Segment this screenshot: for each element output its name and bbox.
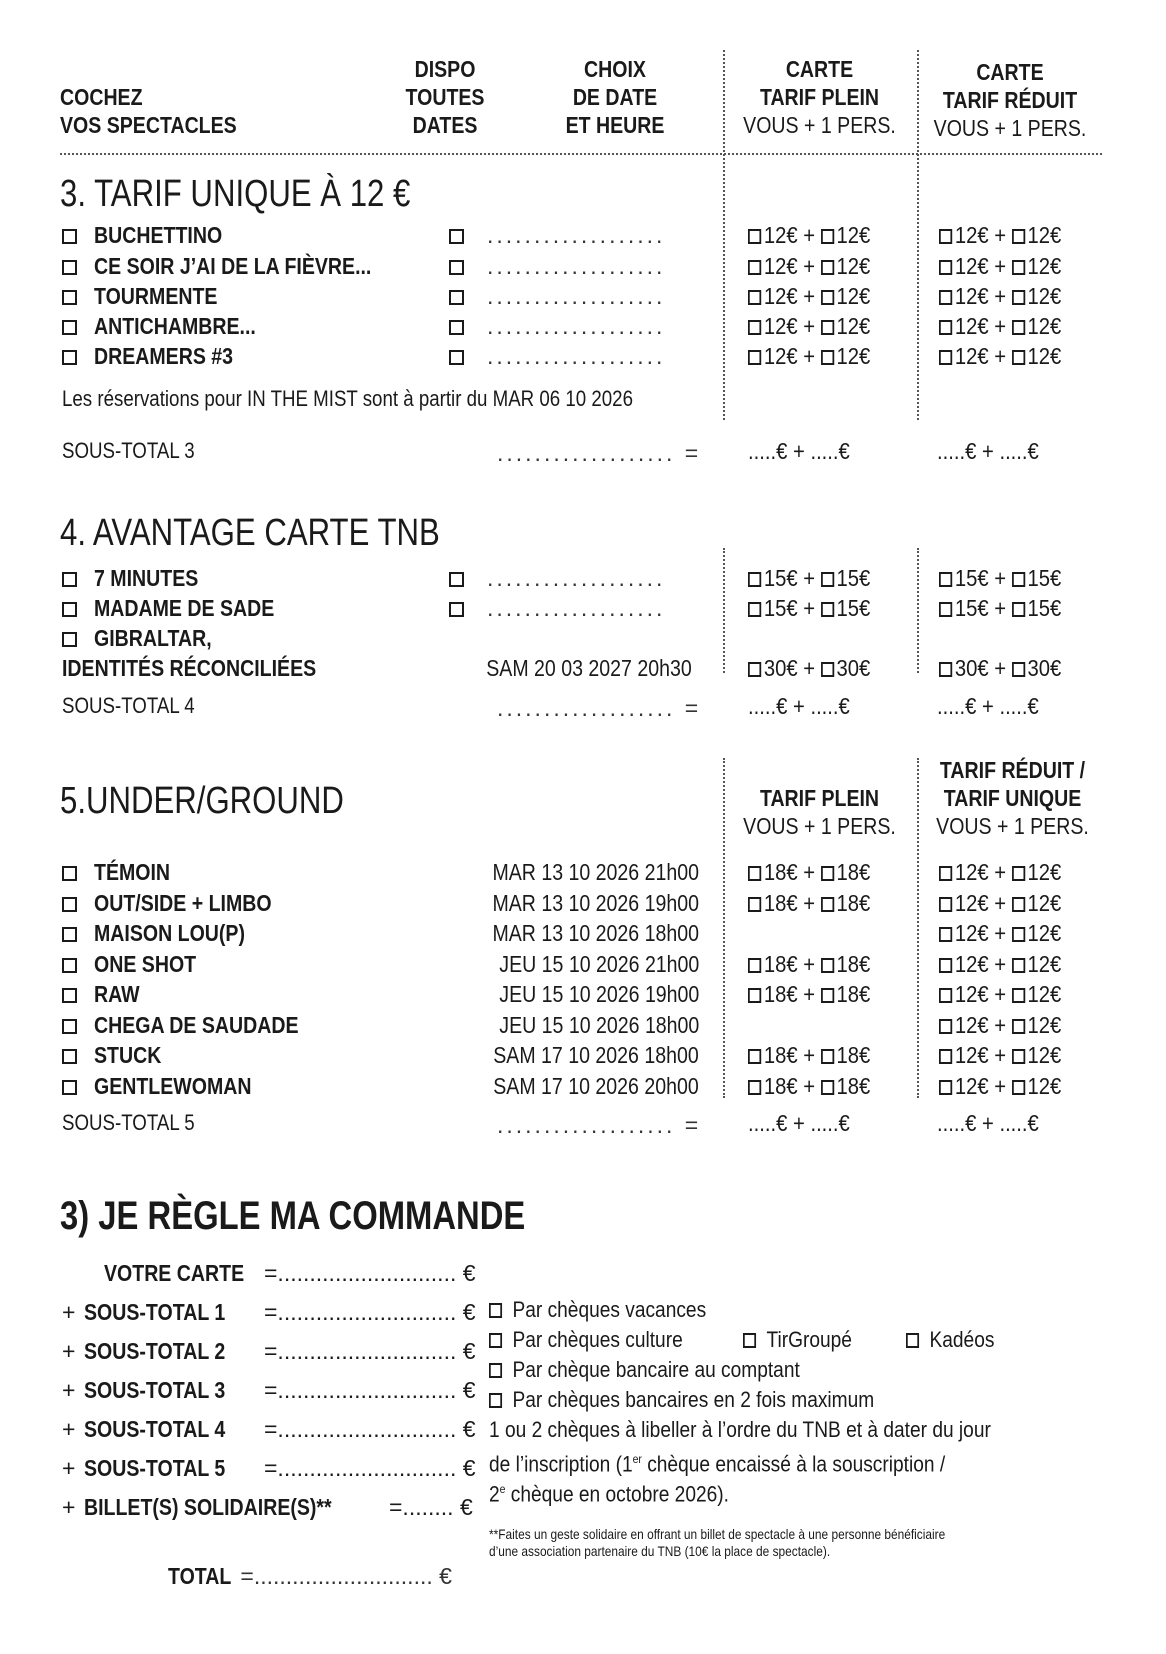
full-price-options[interactable]: 18€ + 18€ [748, 888, 870, 918]
col-divider [917, 50, 919, 420]
plus-sign: + [62, 1299, 76, 1325]
show-checkbox[interactable] [62, 623, 89, 653]
reduced-price-options[interactable]: 12€ + 12€ [939, 1040, 1061, 1070]
reduced-price-options[interactable]: 12€ + 12€ [939, 857, 1061, 887]
show-checkbox[interactable] [62, 281, 89, 311]
subtotal-label: SOUS-TOTAL 4 [62, 693, 195, 718]
show-date: MAR 13 10 2026 19h00 [492, 889, 699, 916]
total-field[interactable]: =............................ € [264, 1455, 476, 1481]
reduced-price-options[interactable]: 12€ + 12€ [939, 918, 1061, 948]
section5-col-reduced-price: TARIF RÉDUIT / TARIF UNIQUE VOUS + 1 PERS. [936, 757, 1089, 839]
show-checkbox[interactable] [62, 918, 89, 948]
reduced-price-options[interactable]: 15€ + 15€ [939, 563, 1061, 593]
all-dates-checkbox[interactable] [449, 281, 476, 311]
plus-sign: + [62, 1377, 76, 1403]
full-price-options[interactable]: 15€ + 15€ [748, 593, 870, 623]
total-label: SOUS-TOTAL 3 [84, 1377, 226, 1403]
show-name: MADAME DE SADE [94, 595, 275, 621]
section-title: 5.UNDER/GROUND [60, 780, 344, 822]
section-title: 4. AVANTAGE CARTE TNB [60, 512, 440, 554]
show-checkbox[interactable] [62, 888, 89, 918]
show-name: ANTICHAMBRE... [94, 313, 256, 339]
subtotal-dots[interactable]: ................... = [497, 440, 702, 466]
header-divider [60, 153, 1102, 155]
col-divider [917, 548, 919, 673]
all-dates-checkbox[interactable] [449, 563, 476, 593]
show-checkbox[interactable] [62, 220, 89, 250]
date-choice-field[interactable]: ................... [487, 343, 666, 369]
checkbox-icon[interactable] [743, 1333, 756, 1348]
full-price-options[interactable]: 18€ + 18€ [748, 949, 870, 979]
total-field[interactable]: =............................ € [264, 1260, 476, 1286]
show-date: MAR 13 10 2026 18h00 [492, 920, 699, 946]
total-row [62, 1299, 476, 1326]
show-checkbox[interactable] [62, 857, 89, 887]
payment-title: 3) JE RÈGLE MA COMMANDE [60, 1194, 526, 1238]
cheque-note-line-3: 2e chèque en octobre 2026). [489, 1481, 729, 1507]
total-row [62, 1455, 476, 1482]
subtotal-dots[interactable]: ................... = [497, 695, 702, 721]
all-dates-checkbox[interactable] [449, 311, 476, 341]
header-col-full-price: CARTE TARIF PLEIN VOUS + 1 PERS. [743, 56, 896, 138]
pay-tirgroupe[interactable]: TirGroupé [743, 1325, 852, 1354]
all-dates-checkbox[interactable] [449, 341, 476, 371]
subtotal-full[interactable]: .....€ + .....€ [748, 693, 850, 719]
full-price-options[interactable]: 18€ + 18€ [748, 1071, 870, 1101]
date-choice-field[interactable]: ................... [487, 222, 666, 248]
subtotal-full[interactable]: .....€ + .....€ [748, 1110, 850, 1136]
all-dates-checkbox[interactable] [449, 593, 476, 623]
show-name: STUCK [94, 1042, 162, 1068]
total-field[interactable]: =............................ € [264, 1416, 476, 1442]
section-title: 3. TARIF UNIQUE À 12 € [60, 173, 411, 215]
reduced-price-options[interactable]: 12€ + 12€ [939, 311, 1061, 341]
total-row [62, 1338, 476, 1365]
total-row [62, 1494, 473, 1521]
show-name: GIBRALTAR, [94, 625, 212, 651]
show-checkbox[interactable] [62, 251, 89, 281]
show-checkbox[interactable] [62, 341, 89, 371]
full-price-options[interactable]: 18€ + 18€ [748, 1040, 870, 1070]
total-label: SOUS-TOTAL 4 [84, 1416, 226, 1442]
header-col-all-dates: DISPO TOUTES DATES [405, 56, 485, 138]
reduced-price-options[interactable]: 12€ + 12€ [939, 220, 1061, 250]
reduced-price-options[interactable]: 30€ + 30€ [939, 653, 1061, 683]
full-price-options[interactable]: 30€ + 30€ [748, 653, 870, 683]
grand-total-label: TOTAL [168, 1563, 232, 1589]
show-name: IDENTITÉS RÉCONCILIÉES [62, 655, 317, 681]
checkbox-icon[interactable] [489, 1303, 502, 1318]
plus-sign: + [62, 1338, 76, 1364]
subtotal-label: SOUS-TOTAL 3 [62, 438, 195, 463]
total-row [62, 1416, 476, 1443]
plus-sign: + [62, 1416, 76, 1442]
show-date: SAM 17 10 2026 20h00 [493, 1072, 699, 1099]
total-field[interactable]: =............................ € [264, 1299, 476, 1325]
subtotal-reduced[interactable]: .....€ + .....€ [937, 1110, 1039, 1136]
cheque-note-line-1: 1 ou 2 chèques à libeller à l’ordre du TNB et à dater du jour [489, 1417, 991, 1442]
date-choice-field[interactable]: ................... [487, 253, 666, 279]
show-date: SAM 20 03 2027 20h30 [486, 655, 692, 681]
show-checkbox[interactable] [62, 563, 89, 593]
pay-deux-fois[interactable]: Par chèques bancaires en 2 fois maximum [489, 1385, 874, 1414]
show-name: ONE SHOT [94, 950, 197, 977]
reduced-price-options[interactable]: 12€ + 12€ [939, 979, 1061, 1009]
show-checkbox[interactable] [62, 1071, 89, 1101]
show-name: TÉMOIN [94, 859, 171, 885]
total-row [62, 1260, 476, 1287]
total-row [62, 1377, 476, 1404]
show-checkbox[interactable] [62, 1010, 89, 1040]
total-label: SOUS-TOTAL 2 [84, 1338, 226, 1364]
checkbox-icon[interactable] [489, 1333, 502, 1348]
all-dates-checkbox[interactable] [449, 220, 476, 250]
total-label: VOTRE CARTE [104, 1260, 245, 1286]
show-date: MAR 13 10 2026 21h00 [492, 859, 699, 885]
total-field[interactable]: =........ € [389, 1494, 473, 1520]
date-choice-field[interactable]: ................... [487, 283, 666, 309]
reduced-price-options[interactable]: 12€ + 12€ [939, 341, 1061, 371]
subtotal-dots[interactable]: ................... = [497, 1112, 702, 1138]
pay-culture[interactable]: Par chèques culture [489, 1325, 683, 1354]
reduced-price-options[interactable]: 12€ + 12€ [939, 281, 1061, 311]
show-date: JEU 15 10 2026 18h00 [498, 1011, 699, 1038]
cheque-note-line-2: de l’inscription (1er chèque encaissé à la souscription / [489, 1451, 946, 1477]
show-date: JEU 15 10 2026 21h00 [498, 950, 699, 977]
reduced-price-options[interactable]: 12€ + 12€ [939, 1010, 1061, 1040]
show-name: DREAMERS #3 [94, 343, 234, 369]
reduced-price-options[interactable]: 15€ + 15€ [939, 593, 1061, 623]
pay-comptant[interactable]: Par chèque bancaire au comptant [489, 1355, 800, 1384]
reduced-price-options[interactable]: 12€ + 12€ [939, 949, 1061, 979]
reservation-note: Les réservations pour IN THE MIST sont à partir du MAR 06 10 2026 [62, 386, 633, 411]
show-name: GENTLEWOMAN [94, 1072, 252, 1099]
footnote-line-2: d’une association partenaire du TNB (10€ la place de spectacle). [489, 1543, 831, 1559]
show-name: CE SOIR J’AI DE LA FIÈVRE... [94, 253, 372, 279]
show-checkbox[interactable] [62, 1040, 89, 1070]
checkbox-icon[interactable] [489, 1393, 502, 1408]
show-name: BUCHETTINO [94, 222, 223, 248]
show-name: TOURMENTE [94, 283, 218, 309]
pay-vacances[interactable]: Par chèques vacances [489, 1295, 706, 1324]
full-price-options[interactable]: 18€ + 18€ [748, 857, 870, 887]
subtotal-label: SOUS-TOTAL 5 [62, 1110, 195, 1135]
plus-sign: + [62, 1455, 76, 1481]
col-divider [723, 758, 725, 1098]
checkbox-icon[interactable] [906, 1333, 919, 1348]
full-price-options[interactable]: 12€ + 12€ [748, 251, 870, 281]
subtotal-reduced[interactable]: .....€ + .....€ [937, 438, 1039, 464]
total-field[interactable]: =............................ € [264, 1377, 476, 1403]
section5-col-full-price: TARIF PLEIN VOUS + 1 PERS. [743, 785, 896, 839]
col-divider [723, 548, 725, 673]
plus-sign: + [62, 1494, 76, 1520]
show-checkbox[interactable] [62, 949, 89, 979]
col-divider [723, 50, 725, 420]
show-name: MAISON LOU(P) [94, 920, 245, 946]
show-date: SAM 17 10 2026 18h00 [493, 1042, 699, 1068]
header-col-shows: COCHEZ VOS SPECTACLES [60, 84, 237, 138]
show-checkbox[interactable] [62, 593, 89, 623]
date-choice-field[interactable]: ................... [487, 595, 666, 621]
date-choice-field[interactable]: ................... [487, 565, 666, 591]
all-dates-checkbox[interactable] [449, 251, 476, 281]
grand-total-row [168, 1563, 452, 1590]
checkbox-icon[interactable] [489, 1363, 502, 1378]
total-label: SOUS-TOTAL 1 [84, 1299, 226, 1325]
subtotal-reduced[interactable]: .....€ + .....€ [937, 693, 1039, 719]
show-date: JEU 15 10 2026 19h00 [498, 981, 699, 1007]
show-name: RAW [94, 981, 140, 1007]
header-col-choose-date: CHOIX DE DATE ET HEURE [565, 56, 665, 138]
total-label: SOUS-TOTAL 5 [84, 1455, 226, 1481]
reduced-price-options[interactable]: 12€ + 12€ [939, 251, 1061, 281]
footnote-line-1: **Faites un geste solidaire en offrant un billet de spectacle à une personne bénéficiaire [489, 1526, 946, 1542]
reduced-price-options[interactable]: 12€ + 12€ [939, 888, 1061, 918]
col-divider [917, 758, 919, 1098]
show-checkbox[interactable] [62, 979, 89, 1009]
grand-total-field[interactable]: =............................ € [240, 1563, 452, 1589]
full-price-options[interactable]: 12€ + 12€ [748, 281, 870, 311]
show-checkbox[interactable] [62, 311, 89, 341]
full-price-options[interactable]: 12€ + 12€ [748, 220, 870, 250]
reduced-price-options[interactable]: 12€ + 12€ [939, 1071, 1061, 1101]
show-name: 7 MINUTES [94, 565, 199, 591]
full-price-options[interactable]: 12€ + 12€ [748, 341, 870, 371]
full-price-options[interactable]: 12€ + 12€ [748, 311, 870, 341]
pay-kadeos[interactable]: Kadéos [906, 1325, 994, 1354]
show-name: CHEGA DE SAUDADE [94, 1011, 299, 1038]
subtotal-full[interactable]: .....€ + .....€ [748, 438, 850, 464]
show-name: OUT/SIDE + LIMBO [94, 889, 272, 916]
total-field[interactable]: =............................ € [264, 1338, 476, 1364]
total-label: BILLET(S) SOLIDAIRE(S)** [84, 1494, 332, 1520]
header-col-reduced-price: CARTE TARIF RÉDUIT VOUS + 1 PERS. [933, 59, 1087, 141]
full-price-options[interactable]: 18€ + 18€ [748, 979, 870, 1009]
full-price-options[interactable]: 15€ + 15€ [748, 563, 870, 593]
date-choice-field[interactable]: ................... [487, 313, 666, 339]
